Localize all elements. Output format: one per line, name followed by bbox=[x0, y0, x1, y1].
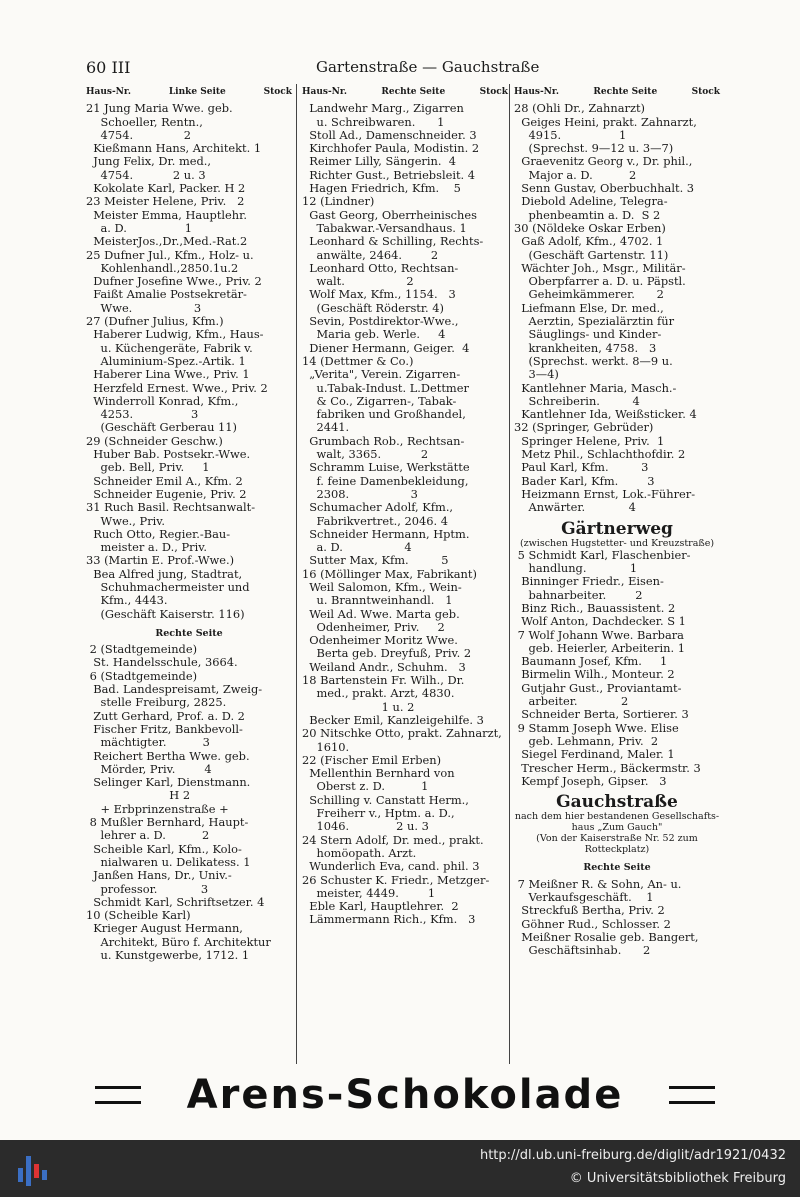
directory-entry: fabriken und Großhandel, bbox=[302, 407, 466, 422]
directory-entry: Stoll Ad., Damenschneider. 3 bbox=[302, 127, 477, 142]
directory-entry: Sutter Max, Kfm. 5 bbox=[302, 553, 449, 568]
directory-entry: Gast Georg, Oberrheinisches bbox=[302, 207, 477, 222]
directory-entry: Schilling v. Canstatt Herm., bbox=[302, 792, 469, 807]
directory-entry: Schmidt Karl, Schriftsetzer. 4 bbox=[86, 894, 265, 909]
viewer-footer bbox=[0, 1140, 800, 1197]
directory-entry: Springer Helene, Priv. 1 bbox=[514, 433, 665, 448]
directory-entry: Säuglings- und Kinder- bbox=[514, 327, 662, 342]
directory-entry: 16 (Möllinger Max, Fabrikant) bbox=[302, 566, 477, 581]
directory-entry: arbeiter. 2 bbox=[514, 694, 629, 709]
directory-entry: f. feine Damenbekleidung, bbox=[302, 473, 469, 488]
street-note: Rotteckplatz) bbox=[584, 844, 650, 856]
directory-entry: Aluminium-Spez.-Artik. 1 bbox=[86, 353, 246, 368]
directory-entry: Architekt, Büro f. Architektur bbox=[86, 934, 271, 949]
directory-entry: 21 Jung Maria Wwe. geb. bbox=[86, 101, 233, 116]
directory-entry: u.Tabak-Indust. L.Dettmer bbox=[302, 380, 469, 395]
directory-entry: Diener Hermann, Geiger. 4 bbox=[302, 340, 470, 355]
directory-entry: Oberpfarrer a. D. u. Päpstl. bbox=[514, 274, 686, 289]
directory-entry: Fabrikvertret., 2046. 4 bbox=[302, 513, 448, 528]
directory-entry: Odenheimer Moritz Wwe. bbox=[302, 633, 458, 648]
directory-entry: & Co., Zigarren-, Tabak- bbox=[302, 393, 457, 408]
directory-entry: (Sprechst. 9—12 u. 3—7) bbox=[514, 141, 674, 156]
directory-entry: 2 (Stadtgemeinde) bbox=[86, 642, 198, 657]
directory-entry: 4754. 2 bbox=[86, 127, 192, 142]
directory-entry: 32 (Springer, Gebrüder) bbox=[514, 420, 654, 435]
directory-entry: 18 Bartenstein Fr. Wilh., Dr. bbox=[302, 673, 465, 688]
street-heading: Gauchstraße bbox=[556, 792, 678, 813]
directory-entry: geb. Bell, Priv. 1 bbox=[86, 460, 210, 475]
side-heading: Rechte Seite bbox=[583, 862, 651, 874]
directory-entry: meister a. D., Priv. bbox=[86, 540, 207, 555]
directory-entry: 33 (Martin E. Prof.-Wwe.) bbox=[86, 553, 235, 568]
directory-entry: Weil Ad. Wwe. Marta geb. bbox=[302, 606, 460, 621]
directory-entry: + Erbprinzenstraße + bbox=[86, 801, 229, 816]
directory-entry: Winderroll Konrad, Kfm., bbox=[86, 393, 239, 408]
directory-entry: Birmelin Wilh., Monteur. 2 bbox=[514, 667, 675, 682]
directory-entry: Kirchhofer Paula, Modistin. 2 bbox=[302, 141, 480, 156]
directory-entry: 5 Schmidt Karl, Flaschenbier- bbox=[514, 547, 691, 562]
directory-entry: krankheiten, 4758. 3 bbox=[514, 340, 657, 355]
library-logo-icon bbox=[14, 1150, 54, 1190]
directory-entry: (Geschäft Röderstr. 4) bbox=[302, 300, 444, 315]
directory-entry: Bad. Landespreisamt, Zweig- bbox=[86, 682, 263, 697]
directory-entry: Gaß Adolf, Kfm., 4702. 1 bbox=[514, 234, 664, 249]
directory-entry: lehrer a. D. 2 bbox=[86, 828, 210, 843]
directory-entry: Wächter Joh., Msgr., Militär- bbox=[514, 260, 686, 275]
column-header-label: Haus-Nr. bbox=[302, 87, 347, 97]
directory-entry: Sevin, Postdirektor-Wwe., bbox=[302, 314, 459, 329]
directory-entry: 30 (Nöldeke Oskar Erben) bbox=[514, 220, 666, 235]
directory-entry: St. Handelsschule, 3664. bbox=[86, 655, 238, 670]
directory-entry: 26 Schuster K. Friedr., Metzger- bbox=[302, 872, 490, 887]
directory-entry: Dufner Josefine Wwe., Priv. 2 bbox=[86, 274, 262, 289]
directory-entry: Haberer Ludwig, Kfm., Haus- bbox=[86, 327, 264, 342]
directory-entry: Bader Karl, Kfm. 3 bbox=[514, 473, 655, 488]
directory-entry: Kempf Joseph, Gipser. 3 bbox=[514, 773, 667, 788]
directory-entry: Huber Bab. Postsekr.-Wwe. bbox=[86, 447, 251, 462]
directory-entry: Paul Karl, Kfm. 3 bbox=[514, 460, 649, 475]
column-header-label: Stock bbox=[691, 87, 720, 97]
directory-entry: Eble Karl, Hauptlehrer. 2 bbox=[302, 899, 459, 914]
directory-entry: Scheible Karl, Kfm., Kolo- bbox=[86, 841, 242, 856]
directory-entry: bahnarbeiter. 2 bbox=[514, 587, 643, 602]
directory-entry: Geheimkämmerer. 2 bbox=[514, 287, 664, 302]
column-header-label: Haus-Nr. bbox=[86, 87, 131, 97]
directory-entry: 4915. 1 bbox=[514, 127, 627, 142]
directory-entry: Gutjahr Gust., Proviantamt- bbox=[514, 680, 682, 695]
directory-entry: Berta geb. Dreyfuß, Priv. 2 bbox=[302, 646, 472, 661]
directory-entry: Kießmann Hans, Architekt. 1 bbox=[86, 141, 262, 156]
column-header bbox=[514, 86, 720, 99]
directory-entry: 3—4) bbox=[514, 367, 559, 382]
directory-entry: Mörder, Priv. 4 bbox=[86, 761, 212, 776]
directory-entry: u. Kunstgewerbe, 1712. 1 bbox=[86, 948, 250, 962]
directory-entry: Odenheimer, Priv. 2 bbox=[302, 619, 445, 634]
directory-entry: Krieger August Hermann, bbox=[86, 921, 243, 936]
directory-entry: Schneider Eugenie, Priv. 2 bbox=[86, 486, 247, 501]
directory-entry: Lämmermann Rich., Kfm. 3 bbox=[302, 912, 476, 927]
directory-entry: Jung Felix, Dr. med., bbox=[86, 154, 212, 169]
column-right bbox=[514, 86, 720, 958]
directory-entry: Metz Phil., Schlachthofdir. 2 bbox=[514, 447, 686, 462]
directory-entry: geb. Heierler, Arbeiterin. 1 bbox=[514, 640, 685, 655]
directory-entry: Schoeller, Rentn., bbox=[86, 114, 203, 129]
directory-entry: Geschäftsinhab. 2 bbox=[514, 943, 651, 958]
directory-entry: Major a. D. 2 bbox=[514, 167, 637, 182]
directory-entry: phenbeamtin a. D. S 2 bbox=[514, 207, 661, 222]
column-left bbox=[86, 86, 292, 962]
directory-entry: med., prakt. Arzt, 4830. bbox=[302, 686, 455, 701]
directory-entry: 10 (Scheible Karl) bbox=[86, 908, 191, 923]
directory-entry: Leonhard & Schilling, Rechts- bbox=[302, 234, 484, 249]
column-header-label: Stock bbox=[479, 87, 508, 97]
directory-entry: Tabakwar.-Versandhaus. 1 bbox=[302, 220, 467, 235]
directory-entry: Richter Gust., Betriebsleit. 4 bbox=[302, 167, 476, 182]
column-middle bbox=[302, 86, 508, 927]
directory-entry: walt, 3365. 2 bbox=[302, 447, 429, 462]
copyright-text: © Universitätsbibliothek Freiburg bbox=[569, 1171, 786, 1186]
directory-entry: anwälte, 2464. 2 bbox=[302, 247, 439, 262]
directory-entry: 27 (Dufner Julius, Kfm.) bbox=[86, 314, 224, 329]
directory-entry: Senn Gustav, Oberbuchhalt. 3 bbox=[514, 181, 695, 196]
directory-entry: Mellenthin Bernhard von bbox=[302, 766, 455, 781]
running-header bbox=[86, 58, 720, 82]
directory-entry: H 2 bbox=[86, 788, 191, 803]
directory-entry: 24 Stern Adolf, Dr. med., prakt. bbox=[302, 832, 484, 847]
directory-entry: handlung. 1 bbox=[514, 561, 638, 576]
directory-entry: 1046. 2 u. 3 bbox=[302, 819, 429, 834]
directory-entry: professor. 3 bbox=[86, 881, 209, 896]
directory-entry: Bea Alfred jung, Stadtrat, bbox=[86, 566, 243, 581]
directory-entry: Liefmann Else, Dr. med., bbox=[514, 300, 664, 315]
directory-entry: Streckfuß Bertha, Priv. 2 bbox=[514, 903, 665, 918]
street-note: (Von der Kaiserstraße Nr. 52 zum bbox=[536, 833, 698, 845]
directory-entry: Kantlehner Maria, Masch.- bbox=[514, 380, 677, 395]
directory-entry: stelle Freiburg, 2825. bbox=[86, 695, 227, 710]
directory-entry: Wunderlich Eva, cand. phil. 3 bbox=[302, 859, 480, 874]
directory-entry: Wolf Anton, Dachdecker. S 1 bbox=[514, 614, 686, 629]
directory-entry: Meister Emma, Hauptlehr. bbox=[86, 207, 247, 222]
source-url-link[interactable]: http://dl.ub.uni-freiburg.de/diglit/adr1921/0432 bbox=[479, 1148, 786, 1163]
directory-entry: mächtigter. 3 bbox=[86, 735, 210, 750]
directory-entry: 22 (Fischer Emil Erben) bbox=[302, 752, 442, 767]
directory-entry: Kokolate Karl, Packer. H 2 bbox=[86, 181, 246, 196]
directory-entry: 1610. bbox=[302, 739, 350, 754]
directory-entry: nialwaren u. Delikatess. 1 bbox=[86, 854, 251, 869]
directory-entry: walt. 2 bbox=[302, 274, 414, 289]
column-divider bbox=[296, 84, 297, 1064]
advertisement-banner bbox=[95, 1070, 715, 1120]
column-header bbox=[86, 86, 292, 99]
directory-entry: Zutt Gerhard, Prof. a. D. 2 bbox=[86, 708, 245, 723]
directory-entry: (Sprechst. werkt. 8—9 u. bbox=[514, 353, 673, 368]
directory-entry: Schumacher Adolf, Kfm., bbox=[302, 500, 454, 515]
directory-entry: 25 Dufner Jul., Kfm., Holz- u. bbox=[86, 247, 254, 262]
page-number: 60 III bbox=[86, 58, 131, 77]
directory-entry: Janßen Hans, Dr., Univ.- bbox=[86, 868, 232, 883]
directory-entry: 31 Ruch Basil. Rechtsanwalt- bbox=[86, 500, 256, 515]
advertisement-text: Arens-Schokolade bbox=[186, 1072, 624, 1118]
directory-entry: 4754. 2 u. 3 bbox=[86, 167, 206, 182]
directory-entry: Geiges Heini, prakt. Zahnarzt, bbox=[514, 114, 697, 129]
directory-entry: Landwehr Marg., Zigarren bbox=[302, 101, 464, 116]
directory-entry: Haberer Lina Wwe., Priv. 1 bbox=[86, 367, 250, 382]
directory-entry: (Geschäft Gartenstr. 11) bbox=[514, 247, 669, 262]
directory-entry: (Geschäft Gerberau 11) bbox=[86, 420, 237, 435]
street-note: nach dem hier bestandenen Gesellschafts- bbox=[514, 811, 720, 823]
directory-entry: Hagen Friedrich, Kfm. 5 bbox=[302, 181, 461, 196]
directory-entry: Leonhard Otto, Rechtsan- bbox=[302, 260, 459, 275]
directory-entry: Maria geb. Werle. 4 bbox=[302, 327, 446, 342]
directory-entry: MeisterJos.,Dr.,Med.-Rat.2 bbox=[86, 234, 248, 249]
directory-entry: 23 Meister Helene, Priv. 2 bbox=[86, 194, 245, 209]
directory-entry: u. Schreibwaren. 1 bbox=[302, 114, 445, 129]
directory-entry: 4253. 3 bbox=[86, 407, 199, 422]
directory-entry: 20 Nitschke Otto, prakt. Zahnarzt, bbox=[302, 726, 502, 741]
directory-entry: a. D. 1 bbox=[86, 220, 193, 235]
directory-entry: Siegel Ferdinand, Maler. 1 bbox=[514, 747, 675, 762]
directory-entry: 7 Meißner R. & Sohn, An- u. bbox=[514, 876, 682, 891]
directory-entry: Binz Rich., Bauassistent. 2 bbox=[514, 600, 676, 615]
column-header-label: Rechte Seite bbox=[381, 87, 446, 97]
directory-entry: Schneider Berta, Sortierer. 3 bbox=[514, 707, 689, 722]
directory-entry: Fischer Fritz, Bankbevoll- bbox=[86, 721, 243, 736]
directory-entry: 2441. bbox=[302, 420, 350, 435]
directory-entry: Graevenitz Georg v., Dr. phil., bbox=[514, 154, 693, 169]
directory-entry: Wwe., Priv. bbox=[86, 513, 166, 528]
directory-entry: u. Küchengeräte, Fabrik v. bbox=[86, 340, 253, 355]
directory-entry: 9 Stamm Joseph Wwe. Elise bbox=[514, 720, 679, 735]
ad-bar-left bbox=[95, 1086, 141, 1104]
directory-entry: Ruch Otto, Regier.-Bau- bbox=[86, 526, 231, 541]
column-header-label: Rechte Seite bbox=[593, 87, 658, 97]
directory-entry: Herzfeld Ernest. Wwe., Priv. 2 bbox=[86, 380, 268, 395]
directory-entry: 28 (Ohli Dr., Zahnarzt) bbox=[514, 101, 645, 116]
directory-entry: Göhner Rud., Schlosser. 2 bbox=[514, 916, 671, 931]
directory-entry: 6 (Stadtgemeinde) bbox=[86, 668, 198, 683]
directory-entry: Selinger Karl, Dienstmann. bbox=[86, 775, 251, 790]
column-header-label: Stock bbox=[263, 87, 292, 97]
directory-entry: Binninger Friedr., Eisen- bbox=[514, 574, 664, 589]
directory-entry: Schuhmachermeister und bbox=[86, 579, 250, 594]
directory-entry: Reimer Lilly, Sängerin. 4 bbox=[302, 154, 456, 169]
directory-entry: homöopath. Arzt. bbox=[302, 845, 417, 860]
directory-entry: Becker Emil, Kanzleigehilfe. 3 bbox=[302, 712, 484, 727]
directory-entry: 7 Wolf Johann Wwe. Barbara bbox=[514, 627, 684, 642]
directory-entry: Faißt Amalie Postsekretär- bbox=[86, 287, 247, 302]
directory-entry: Kohlenhandl.,2850.1u.2 bbox=[86, 260, 239, 275]
directory-entry: 14 (Dettmer & Co.) bbox=[302, 353, 414, 368]
page-title: Gartenstraße — Gauchstraße bbox=[316, 58, 540, 76]
directory-entry: Schneider Hermann, Hptm. bbox=[302, 526, 470, 541]
directory-entry: meister, 4449. 1 bbox=[302, 885, 436, 900]
directory-entry: Verkaufsgeschäft. 1 bbox=[514, 890, 654, 905]
directory-entry: Baumann Josef, Kfm. 1 bbox=[514, 654, 668, 669]
column-header-label: Linke Seite bbox=[168, 87, 226, 97]
directory-entry: (Geschäft Kaiserstr. 116) bbox=[86, 606, 245, 621]
directory-entry: 1 u. 2 bbox=[302, 699, 415, 714]
directory-entry: geb. Lehmann, Priv. 2 bbox=[514, 733, 659, 748]
directory-entry: Heizmann Ernst, Lok.-Führer- bbox=[514, 486, 696, 501]
directory-entry: Schreiberin. 4 bbox=[514, 393, 640, 408]
directory-entry: 29 (Schneider Geschw.) bbox=[86, 433, 223, 448]
street-heading: Gärtnerweg bbox=[561, 518, 673, 539]
directory-entry: 2308. 3 bbox=[302, 486, 418, 501]
directory-entry: Anwärter. 4 bbox=[514, 500, 636, 515]
directory-entry: Wwe. 3 bbox=[86, 300, 202, 315]
directory-entry: a. D. 4 bbox=[302, 540, 412, 555]
directory-entry: Diebold Adeline, Telegra- bbox=[514, 194, 668, 209]
directory-entry: Aerztin, Spezialärztin für bbox=[514, 314, 675, 329]
directory-entry: Meißner Rosalie geb. Bangert, bbox=[514, 929, 699, 944]
directory-entry: Weiland Andr., Schuhm. 3 bbox=[302, 659, 466, 674]
directory-entry: Grumbach Rob., Rechtsan- bbox=[302, 433, 465, 448]
directory-entry: Schramm Luise, Werkstätte bbox=[302, 460, 470, 475]
side-heading: Rechte Seite bbox=[155, 627, 223, 639]
directory-entry: Trescher Herm., Bäckermstr. 3 bbox=[514, 760, 701, 775]
directory-entry: Wolf Max, Kfm., 1154. 3 bbox=[302, 287, 456, 302]
column-header bbox=[302, 86, 508, 99]
column-divider bbox=[509, 84, 510, 1064]
street-note: haus „Zum Gauch" bbox=[571, 822, 663, 834]
directory-entry: Schneider Emil A., Kfm. 2 bbox=[86, 473, 243, 488]
directory-entry: Reichert Bertha Wwe. geb. bbox=[86, 748, 250, 763]
directory-entry: Oberst z. D. 1 bbox=[302, 779, 429, 794]
directory-entry: Kantlehner Ida, Weißsticker. 4 bbox=[514, 407, 697, 422]
directory-entry: Freiherr v., Hptm. a. D., bbox=[302, 806, 455, 821]
ad-bar-right bbox=[669, 1086, 715, 1104]
directory-entry: u. Branntweinhandl. 1 bbox=[302, 593, 453, 608]
directory-entry: Kfm., 4443. bbox=[86, 593, 168, 608]
directory-entry: Weil Salomon, Kfm., Wein- bbox=[302, 579, 462, 594]
directory-entry: 12 (Lindner) bbox=[302, 194, 375, 209]
directory-entry: 8 Mußler Bernhard, Haupt- bbox=[86, 815, 249, 830]
directory-entry: „Verita", Verein. Zigarren- bbox=[302, 367, 461, 382]
street-note: (zwischen Hugstetter- und Kreuzstraße) bbox=[519, 537, 715, 549]
column-header-label: Haus-Nr. bbox=[514, 87, 559, 97]
